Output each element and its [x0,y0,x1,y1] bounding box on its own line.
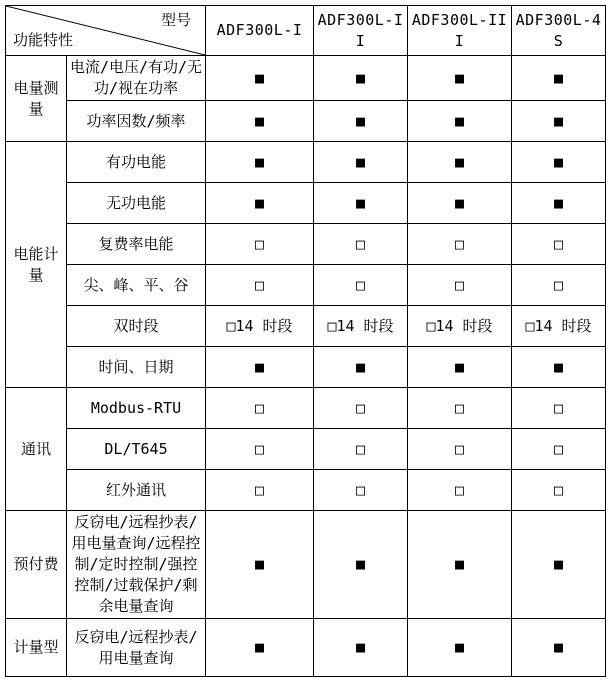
support-indicator-cell: □ [512,388,606,429]
corner-model-label: 型号 [160,11,191,29]
support-indicator-cell: □ [512,429,606,470]
table-row [6,470,606,511]
model-header-adf300l-4s: ADF300L-4S [512,6,606,56]
group-label-electric-measurement: 电量测量 [6,56,67,142]
support-indicator-cell: ■ [314,511,408,619]
feature-cell: DL/T645 [67,429,206,470]
model-header-adf300l-2: ADF300L-II [314,6,408,56]
feature-cell: 有功电能 [67,142,206,183]
support-indicator-cell: □ [408,224,512,265]
support-indicator-cell: ■ [408,56,512,101]
feature-cell: 电流/电压/有功/无功/视在功率 [67,56,206,101]
table-row [6,56,606,101]
support-indicator-cell: □14 时段 [206,306,314,347]
table-header-row [6,6,606,56]
support-indicator-cell: □ [512,470,606,511]
support-indicator-cell: ■ [314,347,408,388]
table-row [6,511,606,619]
support-indicator-cell: ■ [206,511,314,619]
feature-cell: 反窃电/远程抄表/用电量查询/远程控制/定时控制/强控控制/过载保护/剩余电量查询 [67,511,206,619]
support-indicator-cell: □ [206,224,314,265]
support-indicator-cell: ■ [314,619,408,677]
support-indicator-cell: ■ [408,511,512,619]
support-indicator-cell: □ [206,429,314,470]
table-row [6,429,606,470]
support-indicator-cell: ■ [408,619,512,677]
support-indicator-cell: □ [512,265,606,306]
support-indicator-cell: □ [408,265,512,306]
feature-cell: 无功电能 [67,183,206,224]
feature-cell: 时间、日期 [67,347,206,388]
support-indicator-cell: ■ [314,101,408,142]
support-indicator-cell: ■ [408,183,512,224]
group-label-metering-type: 计量型 [6,619,67,677]
table-row [6,142,606,183]
support-indicator-cell: □ [408,429,512,470]
support-indicator-cell: ■ [206,347,314,388]
support-indicator-cell: ■ [206,183,314,224]
corner-feature-label: 功能特性 [13,31,74,49]
support-indicator-cell: ■ [512,142,606,183]
support-indicator-cell: □ [314,470,408,511]
support-indicator-cell: □ [314,429,408,470]
support-indicator-cell: ■ [408,347,512,388]
support-indicator-cell: □ [512,224,606,265]
support-indicator-cell: ■ [408,142,512,183]
feature-cell: 功率因数/频率 [67,101,206,142]
feature-cell: 双时段 [67,306,206,347]
feature-cell: 复费率电能 [67,224,206,265]
table-row [6,265,606,306]
support-indicator-cell: □14 时段 [512,306,606,347]
support-indicator-cell: ■ [206,619,314,677]
table-row [6,388,606,429]
table-row [6,183,606,224]
table-row [6,347,606,388]
support-indicator-cell: ■ [408,101,512,142]
support-indicator-cell: □14 时段 [314,306,408,347]
support-indicator-cell: ■ [512,183,606,224]
support-indicator-cell: □ [206,470,314,511]
support-indicator-cell: ■ [206,56,314,101]
support-indicator-cell: ■ [206,142,314,183]
group-label-prepaid: 预付费 [6,511,67,619]
support-indicator-cell: □ [314,224,408,265]
support-indicator-cell: ■ [314,142,408,183]
table-row [6,101,606,142]
support-indicator-cell: ■ [512,511,606,619]
feature-cell: 反窃电/远程抄表/用电量查询 [67,619,206,677]
support-indicator-cell: □ [314,388,408,429]
model-feature-table [5,5,606,677]
support-indicator-cell: ■ [512,619,606,677]
support-indicator-cell: □ [408,388,512,429]
model-header-adf300l-1: ADF300L-I [206,6,314,56]
support-indicator-cell: ■ [314,183,408,224]
support-indicator-cell: ■ [206,101,314,142]
support-indicator-cell: ■ [314,56,408,101]
support-indicator-cell: □ [206,265,314,306]
support-indicator-cell: ■ [512,56,606,101]
feature-cell: Modbus-RTU [67,388,206,429]
model-header-adf300l-3: ADF300L-III [408,6,512,56]
support-indicator-cell: □14 时段 [408,306,512,347]
table-row [6,619,606,677]
table-row [6,306,606,347]
support-indicator-cell: ■ [512,101,606,142]
corner-header-cell [6,6,206,56]
support-indicator-cell: □ [408,470,512,511]
feature-cell: 红外通讯 [67,470,206,511]
table-row [6,224,606,265]
support-indicator-cell: ■ [512,347,606,388]
group-label-energy-metering: 电能计量 [6,142,67,388]
feature-cell: 尖、峰、平、谷 [67,265,206,306]
support-indicator-cell: □ [314,265,408,306]
support-indicator-cell: □ [206,388,314,429]
group-label-communication: 通讯 [6,388,67,511]
